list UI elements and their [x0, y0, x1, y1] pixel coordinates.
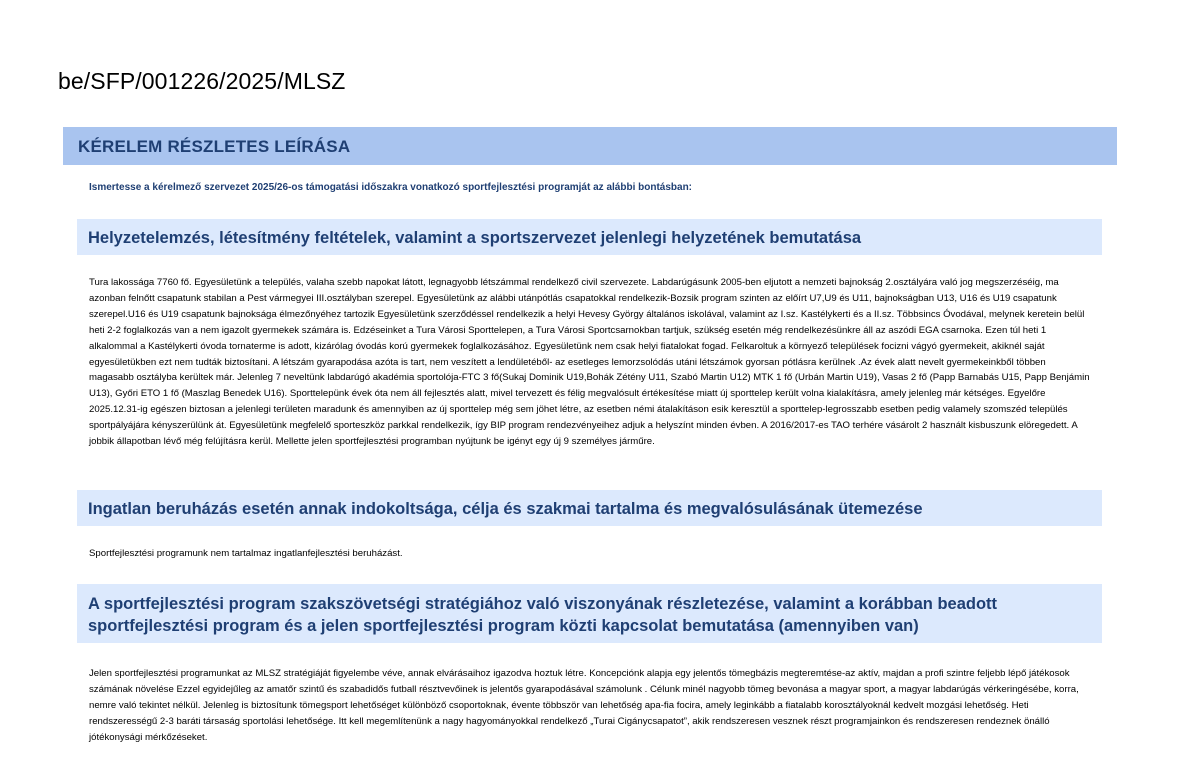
main-section-title: KÉRELEM RÉSZLETES LEÍRÁSA: [78, 137, 351, 156]
section-body-federation-strategy: Jelen sportfejlesztési programunkat az MLSZ stratégiáját figyelembe véve, annak elvárásaihoz igazodva hoztuk létre. Koncepciónk alapja egy jelentős tömegbázis megteremtése-az aktív, majdan a profi szintre feljebb lépő játékosok számának növelése Ezzel egyidejűleg az amatőr szintű és szabadidős futball résztvevőinek is jelentős gyarapodásával számolunk . Célunk minél nagyobb tömeg bevonása a magyar sport, a magyar labdarúgás vérkeringésébe, korra, nemre való tekintet nélkül. Jelenleg is biztosítunk tömegsport lehetőséget különböző csoportoknak, évente többször van lehetőség apa-fia focira, amely leginkább a fiatalabb korosztályoknál kedvelt mozgási lehetőség. Heti rendszerességű 2-3 baráti társaság sportolási lehetősége. Itt kell megemlítenünk a nagy hagyományokkal rendelkező „Turai Cigánycsapatot”, akik rendszeresen vesznek részt programjainkon és rendszeresen rendeznek önálló jótékonysági mérkőzéseket.: [89, 668, 1079, 743]
main-section-header: [63, 127, 1117, 165]
document-id: be/SFP/001226/2025/MLSZ: [58, 68, 346, 94]
section-header-real-estate-investment: [77, 490, 1102, 526]
section-title: A sportfejlesztési program szakszövetségi stratégiához való viszonyának részletezése, valamint a korábban beadott sportfejlesztési program és a jelen sportfejlesztési program közti kapcsolat bemutatása (amennyiben van): [88, 595, 998, 635]
section-title: Ingatlan beruházás esetén annak indokoltsága, célja és szakmai tartalma és megvalósulásának ütemezése: [88, 500, 923, 518]
section-header-federation-strategy: [77, 584, 1102, 643]
section-body-real-estate-investment: Sportfejlesztési programunk nem tartalmaz ingatlanfejlesztési beruházást.: [89, 548, 403, 559]
intro-instruction: Ismertesse a kérelmező szervezet 2025/26-os támogatási időszakra vonatkozó sportfejlesztési programját az alábbi bontásban:: [89, 182, 693, 193]
section-header-situation-analysis: [77, 219, 1102, 255]
section-title: Helyzetelemzés, létesítmény feltételek, valamint a sportszervezet jelenlegi helyzetének bemutatása: [88, 229, 862, 247]
section-body-situation-analysis: Tura lakossága 7760 fő. Egyesületünk a település, valaha szebb napokat látott, legnagyobb létszámmal rendelkező civil szervezete. Labdarúgásunk 2005-ben eljutott a nemzeti bajnokság 2.osztályára való jog megszerzéséig, ma azonban felnőtt csapatunk stabilan a Pest vármegyei III.osztályban szerepel. Egyesületünk az alábbi utánpótlás csapatokkal rendelkezik-Bozsik program szinten az előírt U7,U9 és U11, bajnokságban U13, U16 és U19 csapatunk szerepel.U16 és U19 csapatunk bajnoksága élmezőnyéhez tartozik Egyesületünk szerződéssel rendelkezik a helyi Hevesy György általános iskolával, valamint az I.sz. Kastélykerti és a II.sz. Többsincs Óvodával, melynek keretein belül heti 2-2 foglalkozás van a nem igazolt gyermekek számára is. Edzéseinket a Tura Városi Sporttelepen, a Tura Városi Sportcsarnokban tartjuk, szükség esetén még rendelkezésünkre áll az aszódi EGA csarnoka. Ezen túl heti 1 alkalommal a Kastélykerti óvoda tornaterme is adott, kizárólag óvodás korú gyermekek foglalkozásához. Egyesületünk nem csak helyi fiatalokat fogad. Felkaroltuk a környező települések focizni vágyó gyermekeit, akiknél saját egyesületükben ezt nem tudták biztosítani. A létszám gyarapodása azóta is tart, nem veszített a lendületéből- az esetleges lemorzsolódás utáni létszámok gyorsan pótlásra kerülnek .Az évek alatt nevelt gyermekeinkből többen magasabb osztályba kerültek már. Jelenleg 7 neveltünk labdarúgó akadémia sportolója-FTC 3 fő(Sukaj Dominik U19,Bohák Zétény U11, Szabó Martin U12) MTK 1 fő (Urbán Martin U19), Vasas 2 fő (Papp Barnabás U15, Papp Benjámin U13), Győri ETO 1 fő (Maszlag Benedek U16). Sporttelepünk évek óta nem áll fejlesztés alatt, mivel tervezett és félig megvalósult értékesítése miatt új sporttelep került volna kialakításra, amely jelenleg már kétséges. Egyelőre 2025.12.31-ig egészen biztosan a jelenlegi területen maradunk és amennyiben az új sporttelep még sem jöhet létre, az esetben némi átalakításon esik keresztül a sporttelep-legrosszabb esetben pedig valamely szomszéd település sportpályájára kényszerülünk át. Egyesületünk megfelelő sporteszköz parkkal rendelkezik, így BIP program rendezvényeihez adjuk a helyszínt minden évben. A 2016/2017-es TAO terhére vásárolt 2 használt kisbuszunk elöregedett. A jobbik állapotban lévő még felújításra kerül. Mellette jelen sportfejlesztési programban nyújtunk be igényt egy új 9 személyes járműre.: [89, 277, 1090, 448]
